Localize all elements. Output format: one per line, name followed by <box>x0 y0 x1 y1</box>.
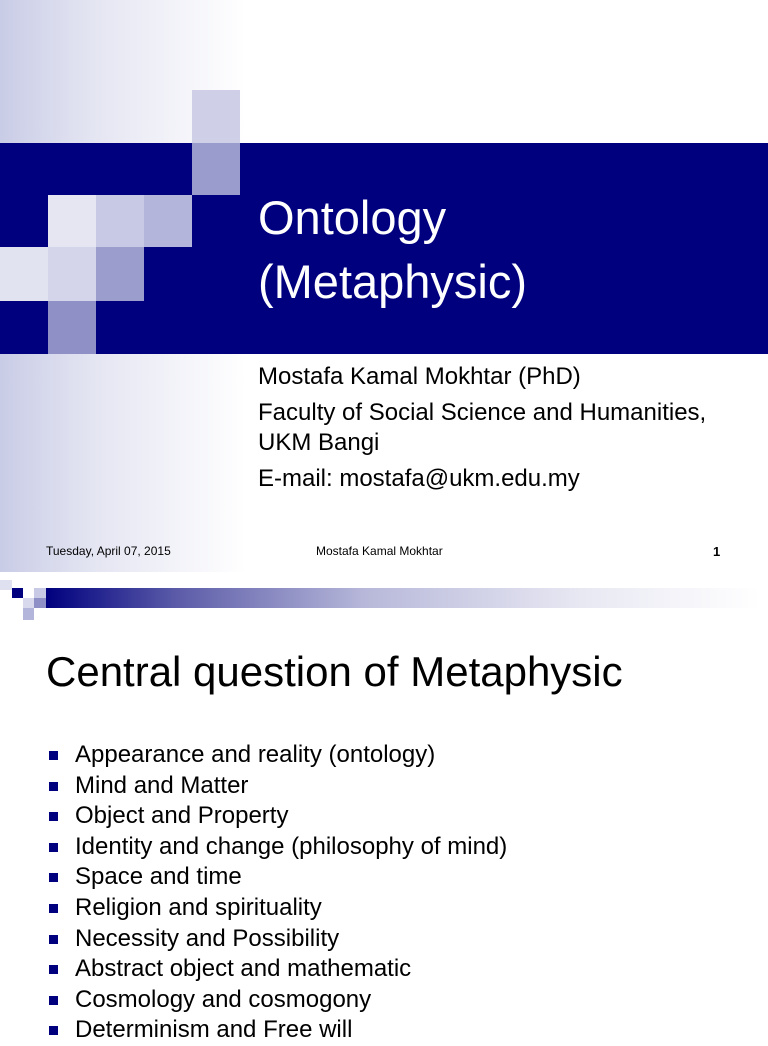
square-bullet-icon <box>49 751 58 760</box>
list-item-text: Appearance and reality (ontology) <box>75 741 436 768</box>
slide-title: Central question of Metaphysic <box>46 648 623 695</box>
header-gradient-bar <box>46 588 760 608</box>
footer-date: Tuesday, April 07, 2015 <box>46 544 171 558</box>
decor-square <box>23 608 34 620</box>
square-bullet-icon <box>49 812 58 821</box>
decor-square <box>0 247 48 301</box>
square-bullet-icon <box>49 996 58 1005</box>
decor-square <box>96 247 144 301</box>
list-item <box>46 801 746 832</box>
slide-subtitle <box>258 362 758 494</box>
list-item-text: Object and Property <box>75 802 289 830</box>
list-item <box>46 832 746 863</box>
list-item-text: Space and time <box>75 863 242 891</box>
decor-square <box>12 588 23 598</box>
decor-square <box>192 143 240 195</box>
list-item-text: Mind and Matter <box>75 771 249 799</box>
content-slide <box>0 572 768 1044</box>
author-name: Mostafa Kamal Mokhtar (PhD) <box>258 363 581 390</box>
decor-square <box>48 301 96 354</box>
decor-square <box>192 90 240 143</box>
square-bullet-icon <box>49 935 58 944</box>
list-item <box>46 954 746 985</box>
list-item <box>46 862 746 893</box>
footer-author: Mostafa Kamal Mokhtar <box>316 544 443 558</box>
list-item-text: Cosmology and cosmogony <box>75 985 372 1013</box>
square-bullet-icon <box>49 843 58 852</box>
square-bullet-icon <box>49 782 58 791</box>
list-item-text: Necessity and Possibility <box>75 924 340 952</box>
list-item <box>46 924 746 955</box>
list-item <box>46 893 746 924</box>
square-bullet-icon <box>49 904 58 913</box>
faculty-line: Faculty of Social Science and Humanities, <box>258 399 707 426</box>
email-text: E-mail: mostafa@ukm.edu.my <box>258 465 580 492</box>
list-item-text: Religion and spirituality <box>75 893 322 921</box>
list-item <box>46 740 746 771</box>
faculty-line: UKM Bangi <box>258 429 380 456</box>
decor-square <box>34 598 46 608</box>
list-item-text: Abstract object and mathematic <box>75 955 412 983</box>
square-bullet-icon <box>49 873 58 882</box>
list-item-text: Identity and change (philosophy of mind) <box>75 832 508 860</box>
square-bullet-icon <box>49 1026 58 1035</box>
list-item-text: Determinism and Free will <box>75 1016 353 1044</box>
decor-square <box>0 580 12 590</box>
list-item <box>46 771 746 802</box>
list-item <box>46 1015 746 1046</box>
decor-square <box>144 195 192 247</box>
title-line: Ontology <box>258 191 447 244</box>
square-bullet-icon <box>49 965 58 974</box>
decor-square <box>48 247 96 301</box>
decor-square <box>96 195 144 247</box>
decor-square <box>34 588 46 598</box>
title-line: (Metaphysic) <box>258 255 528 308</box>
list-item <box>46 985 746 1016</box>
decor-square <box>48 195 96 247</box>
bullet-list <box>46 740 746 1046</box>
page-number: 1 <box>713 544 721 559</box>
slide-title <box>258 186 758 314</box>
decor-square <box>23 598 34 608</box>
